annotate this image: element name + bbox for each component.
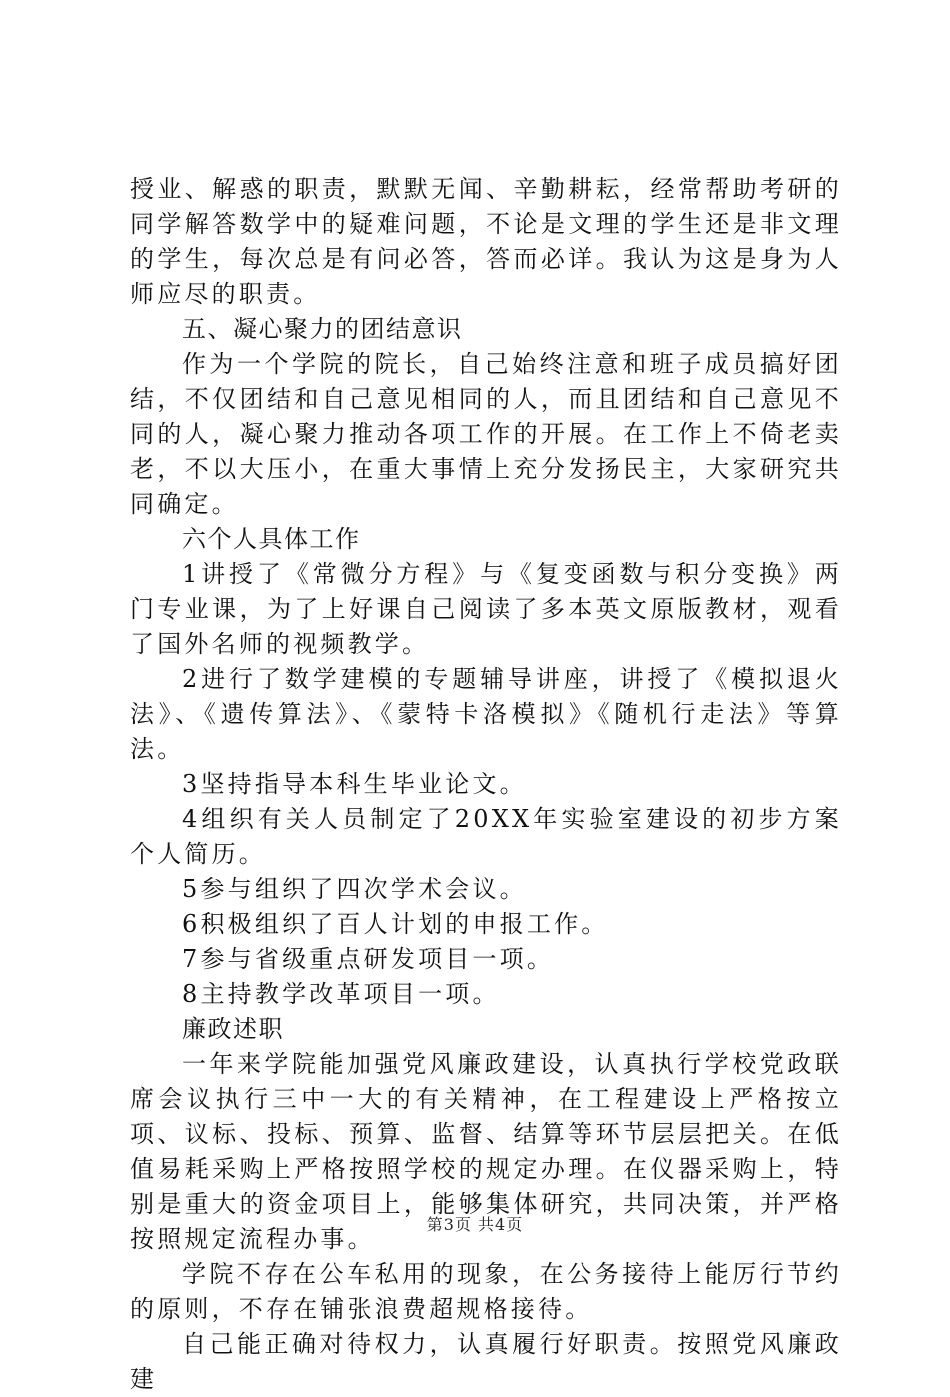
section-heading-integrity: 廉政述职	[182, 1015, 284, 1043]
work-item-6: 6积极组织了百人计划的申报工作。	[182, 910, 609, 938]
paragraph-duties: 授业、解惑的职责，默默无闻、辛勤耕耘，经常帮助考研的同学解答数学中的疑难问题，不论是文理的学生还是非文理的学生，每次总是有问必答，答而必详。我认为这是身为人师应尽的职责。	[130, 175, 842, 308]
paragraph-power: 自己能正确对待权力，认真履行好职责。按照党风廉政建	[130, 1330, 842, 1393]
work-item-4: 4组织有关人员制定了20XX年实验室建设的初步方案个人简历。	[130, 805, 842, 868]
paragraph-unity: 作为一个学院的院长，自己始终注意和班子成员搞好团结，不仅团结和自己意见相同的人，而且团结和自己意见不同的人，凝心聚力推动各项工作的开展。在工作上不倚老卖老，不以大压小，在重大事情上充分发扬民主，大家研究共同确定。	[130, 350, 842, 518]
paragraph-official-cars: 学院不存在公车私用的现象，在公务接待上能厉行节约的原则，不存在铺张浪费超规格接待。	[130, 1260, 842, 1323]
work-item-3: 3坚持指导本科生毕业论文。	[182, 770, 527, 798]
work-item-1: 1讲授了《常微分方程》与《复变函数与积分变换》两门专业课，为了上好课自己阅读了多本英文原版教材，观看了国外名师的视频教学。	[130, 560, 842, 658]
work-item-7: 7参与省级重点研发项目一项。	[182, 945, 555, 973]
page-number-footer: 第3页 共4页	[426, 1215, 524, 1234]
work-item-2: 2进行了数学建模的专题辅导讲座，讲授了《模拟退火法》、《遗传算法》、《蒙特卡洛模拟》《随机行走法》等算法。	[130, 665, 842, 763]
section-heading-unity: 五、凝心聚力的团结意识	[182, 315, 463, 343]
section-heading-work: 六个人具体工作	[182, 525, 361, 553]
work-item-8: 8主持教学改革项目一项。	[182, 980, 500, 1008]
work-item-5: 5参与组织了四次学术会议。	[182, 875, 527, 903]
paragraph-integrity: 一年来学院能加强党风廉政建设，认真执行学校党政联席会议执行三中一大的有关精神，在工程建设上严格按立项、议标、投标、预算、监督、结算等环节层层把关。在低值易耗采购上严格按照学校的规定办理。在仪器采购上，特别是重大的资金项目上，能够集体研究，共同决策，并严格按照规定流程办事。	[130, 1050, 842, 1253]
